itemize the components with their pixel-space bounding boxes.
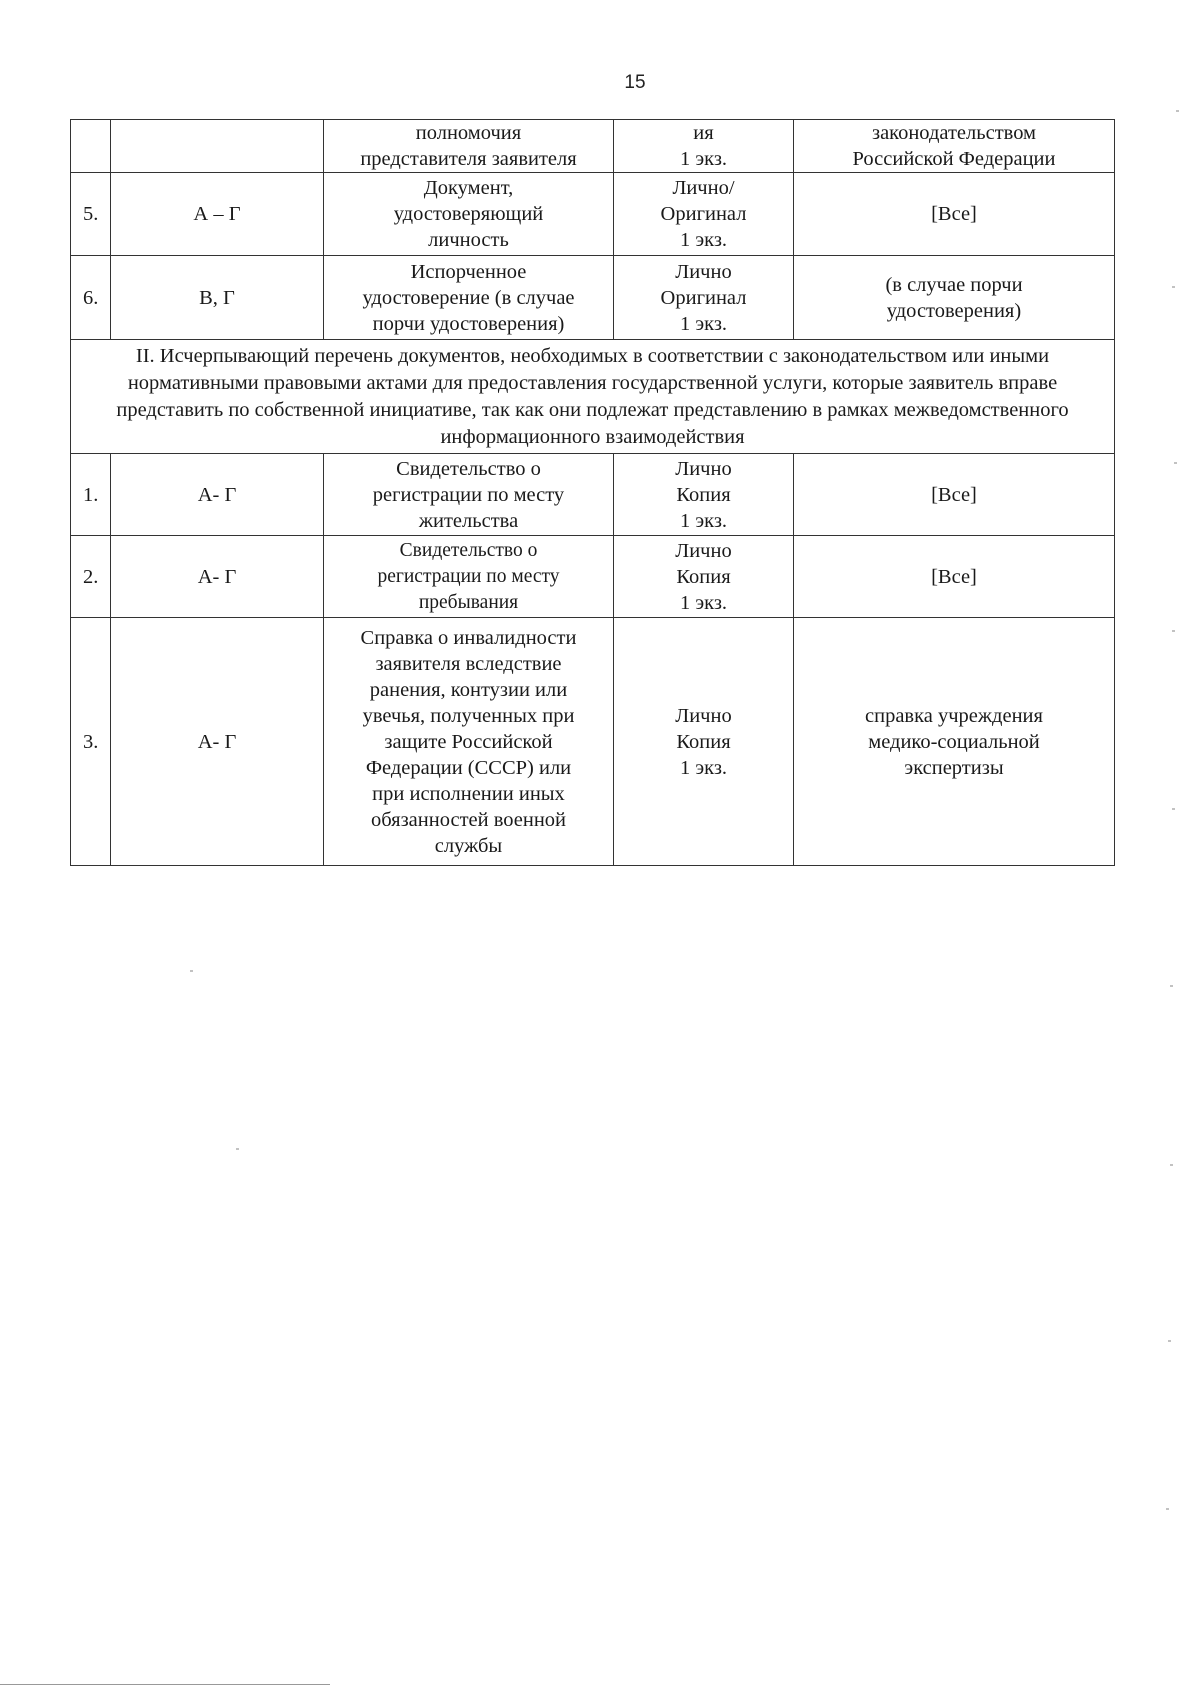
submission-form: Лично/ Оригинал 1 экз.: [614, 173, 794, 256]
submission-form: Лично Копия 1 экз.: [614, 454, 794, 536]
scan-speck: [1172, 286, 1175, 288]
row-number: 3.: [71, 618, 111, 866]
row-number: 1.: [71, 454, 111, 536]
submission-form: ия 1 экз.: [614, 120, 794, 173]
row-number: 5.: [71, 173, 111, 256]
submission-condition: справка учреждения медико-социальной экспертизы: [794, 618, 1115, 866]
submission-form: Лично Копия 1 экз.: [614, 618, 794, 866]
document-name: Справка о инвалидности заявителя вследствие ранения, контузии или увечья, полученных при защите Российской Федерации (СССР) или при исполнении иных обязанностей военной службы: [324, 618, 614, 866]
table-row: [71, 536, 1115, 618]
scan-speck: [236, 1148, 239, 1150]
submission-form: Лично Оригинал 1 экз.: [614, 256, 794, 340]
scan-speck: [190, 970, 193, 972]
submission-form: Лично Копия 1 экз.: [614, 536, 794, 618]
row-number: [71, 120, 111, 173]
scan-speck: [1168, 1340, 1171, 1342]
scan-speck: [1174, 462, 1177, 464]
submission-condition: [Все]: [794, 536, 1115, 618]
document-name: полномочия представителя заявителя: [324, 120, 614, 173]
scan-edge-line: [0, 1684, 330, 1685]
document-name: Документ, удостоверяющий личность: [324, 173, 614, 256]
document-name: Испорченное удостоверение (в случае порчи удостоверения): [324, 256, 614, 340]
document-name: Свидетельство о регистрации по месту жительства: [324, 454, 614, 536]
row-number: 6.: [71, 256, 111, 340]
applicant-category: А- Г: [111, 618, 324, 866]
document-name: Свидетельство о регистрации по месту пребывания: [324, 536, 614, 618]
table-row: [71, 120, 1115, 173]
applicant-category: А – Г: [111, 173, 324, 256]
submission-condition: [Все]: [794, 173, 1115, 256]
scan-speck: [1170, 985, 1173, 987]
table-row: [71, 454, 1115, 536]
table-row: [71, 256, 1115, 340]
documents-table: [70, 119, 1115, 866]
row-number: 2.: [71, 536, 111, 618]
table-row: [71, 173, 1115, 256]
applicant-category: А- Г: [111, 454, 324, 536]
scan-speck: [1176, 110, 1179, 112]
applicant-category: А- Г: [111, 536, 324, 618]
applicant-category: В, Г: [111, 256, 324, 340]
submission-condition: (в случае порчи удостоверения): [794, 256, 1115, 340]
section-heading: II. Исчерпывающий перечень документов, необходимых в соответствии с законодательством или иными нормативными правовыми актами для предоставления государственной услуги, которые заявитель вправе представить по собственной инициативе, так как они подлежат представлению в рамках межведомственного информационного взаимодействия: [71, 340, 1115, 454]
section-heading-row: [71, 340, 1115, 454]
scan-speck: [1170, 1164, 1173, 1166]
submission-condition: [Все]: [794, 454, 1115, 536]
table-row: [71, 618, 1115, 866]
page-number: 15: [624, 72, 646, 93]
applicant-category: [111, 120, 324, 173]
scan-speck: [1166, 1508, 1169, 1510]
scan-speck: [1172, 808, 1175, 810]
scan-speck: [1172, 630, 1175, 632]
submission-condition: законодательством Российской Федерации: [794, 120, 1115, 173]
